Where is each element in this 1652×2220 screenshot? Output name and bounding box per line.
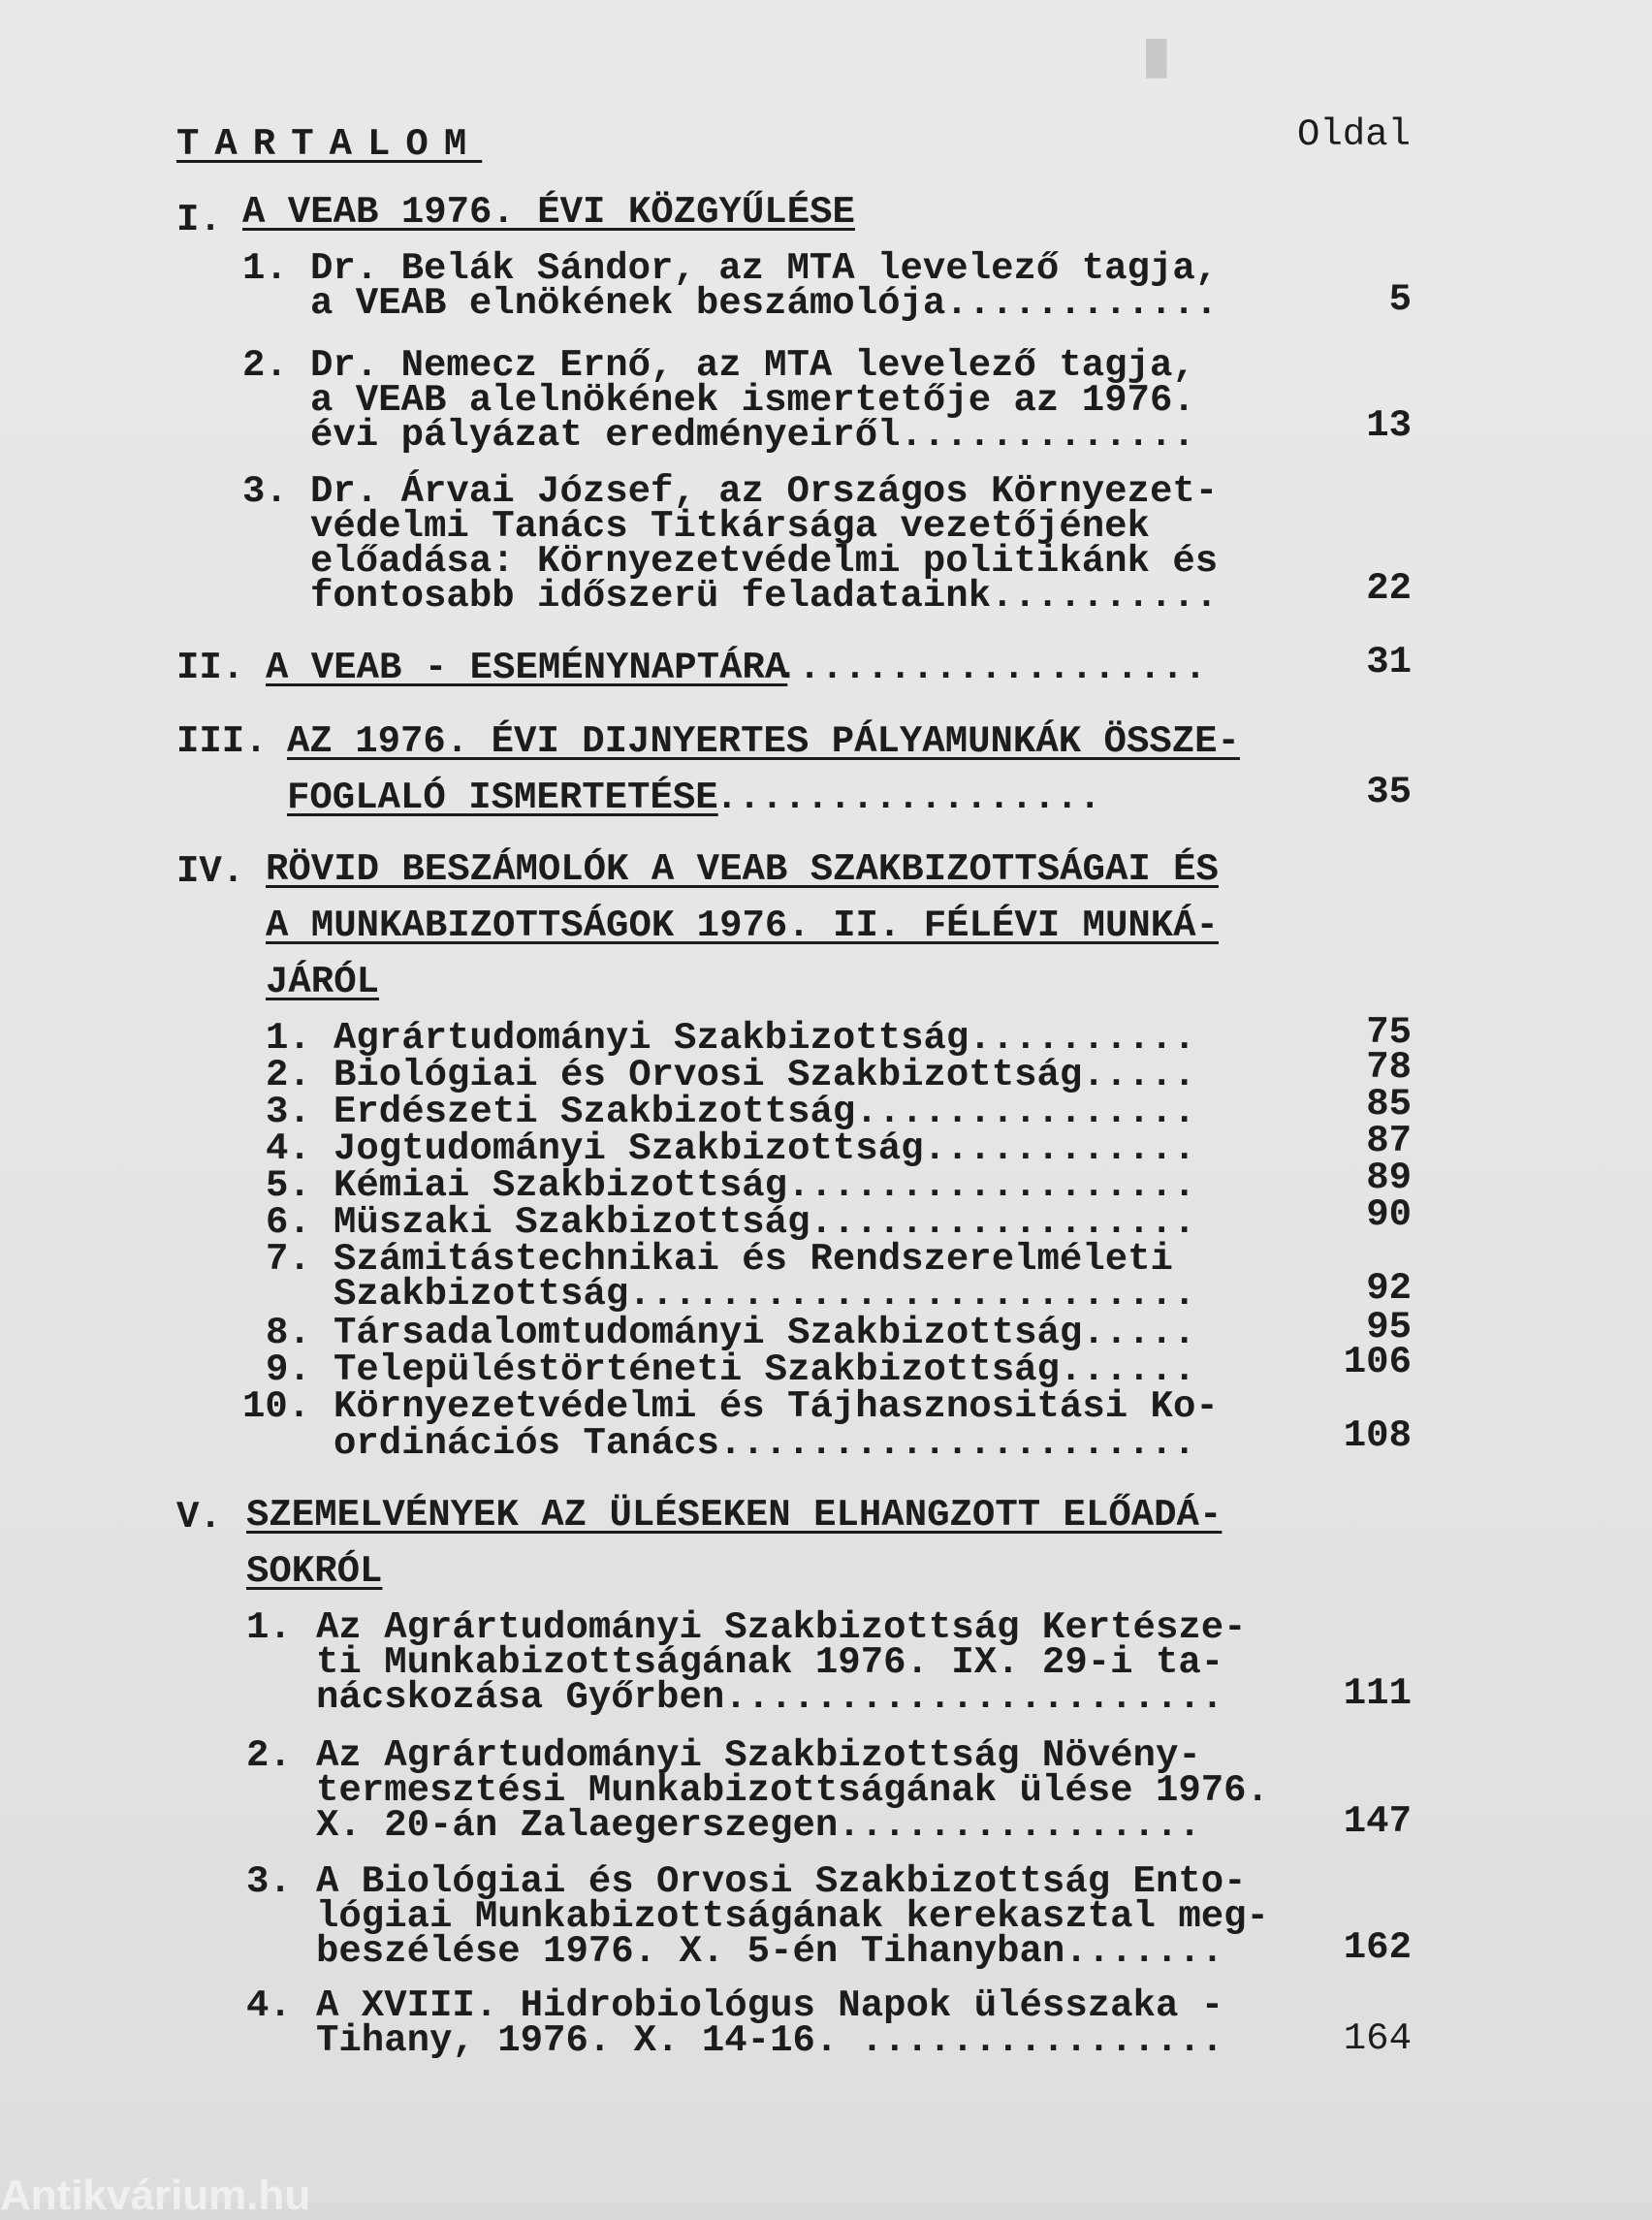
section-number: I. <box>176 199 222 241</box>
item-line: ordinációs Tanács..................... <box>334 1422 1196 1465</box>
section-number: II. <box>176 647 245 689</box>
item-line: Erdészeti Szakbizottság............... <box>334 1091 1196 1133</box>
item-line: X. 20-án Zalaegerszegen................ <box>316 1804 1201 1847</box>
page-number: 78 <box>1366 1046 1412 1089</box>
item-number: 9. <box>266 1348 311 1391</box>
item-line: a VEAB alelnökének ismertetője az 1976. <box>310 379 1195 422</box>
item-line: a VEAB elnökének beszámolója............ <box>310 282 1219 325</box>
item-number: 5. <box>266 1164 311 1207</box>
leader-dots: ................. <box>715 777 1101 819</box>
item-line: ti Munkabizottságának 1976. IX. 29-i ta- <box>316 1641 1224 1684</box>
section-title: FOGLALÓ ISMERTETÉSE <box>287 777 718 819</box>
page-number: 75 <box>1366 1011 1412 1054</box>
section-title: SZEMELVÉNYEK AZ ÜLÉSEKEN ELHANGZOTT ELŐADÁ- <box>246 1494 1223 1537</box>
item-line: A Biológiai és Orvosi Szakbizottság Ento- <box>316 1860 1247 1903</box>
section-number: V. <box>176 1496 222 1538</box>
section-number: IV. <box>176 850 245 893</box>
item-line: Dr. Nemecz Ernő, az MTA levelező tagja, <box>310 344 1195 387</box>
page-number: 90 <box>1366 1193 1412 1236</box>
item-line: Jogtudományi Szakbizottság............ <box>334 1127 1196 1170</box>
item-line: Agrártudományi Szakbizottság.......... <box>334 1017 1196 1060</box>
item-line: Szakbizottság......................... <box>334 1273 1196 1316</box>
item-line: Dr. Árvai József, az Országos Környezet- <box>310 470 1219 513</box>
section-title: A MUNKABIZOTTSÁGOK 1976. II. FÉLÉVI MUNKÁ- <box>266 904 1219 947</box>
page-column-label: Oldal <box>1297 113 1412 156</box>
leader-dots: ................... <box>776 647 1207 689</box>
section-title: SOKRÓL <box>246 1550 383 1593</box>
section-title: RÖVID BESZÁMOLÓK A VEAB SZAKBIZOTTSÁGAI ÉS <box>266 848 1219 891</box>
page-number: 13 <box>1366 404 1412 447</box>
item-line: lógiai Munkabizottságának kerekasztal meg- <box>316 1895 1269 1938</box>
item-line: Településtörténeti Szakbizottság...... <box>334 1348 1196 1391</box>
item-number: 3. <box>246 1860 292 1903</box>
section-title: JÁRÓL <box>266 961 380 1003</box>
page-number: 5 <box>1388 278 1412 321</box>
item-line: Számitástechnikai és Rendszerelméleti <box>334 1238 1173 1281</box>
toc-title: TARTALOM <box>176 123 483 166</box>
item-line: Az Agrártudományi Szakbizottság Növény- <box>316 1734 1201 1777</box>
page-number: 85 <box>1366 1083 1412 1126</box>
item-number: 4. <box>266 1127 311 1170</box>
bleed-through-text: █ <box>1144 39 1167 79</box>
item-number: 2. <box>246 1734 292 1777</box>
item-line: Kémiai Szakbizottság.................. <box>334 1164 1196 1207</box>
item-line: Biológiai és Orvosi Szakbizottság..... <box>334 1054 1196 1096</box>
page-number: 31 <box>1366 641 1412 683</box>
item-line: Az Agrártudományi Szakbizottság Kertésze- <box>316 1606 1247 1649</box>
item-line: Környezetvédelmi és Tájhasznositási Ko- <box>334 1385 1219 1428</box>
item-line: előadása: Környezetvédelmi politikánk és <box>310 540 1219 583</box>
item-number: 1. <box>266 1017 311 1060</box>
item-line: Dr. Belák Sándor, az MTA levelező tagja, <box>310 247 1219 290</box>
item-number: 1. <box>242 247 288 290</box>
item-number: 8. <box>266 1312 311 1354</box>
page-number: 35 <box>1366 771 1412 813</box>
item-line: Müszaki Szakbizottság................. <box>334 1201 1196 1244</box>
page-number: 87 <box>1366 1120 1412 1162</box>
item-line: védelmi Tanács Titkársága vezetőjének <box>310 505 1150 548</box>
page-number: 89 <box>1366 1157 1412 1199</box>
section-title: AZ 1976. ÉVI DIJNYERTES PÁLYAMUNKÁK ÖSSZE- <box>287 720 1240 763</box>
item-number: 1. <box>246 1606 292 1649</box>
item-line: évi pályázat eredményeiről............. <box>310 414 1195 457</box>
section-title: A VEAB - ESEMÉNYNAPTÁRA <box>266 647 788 689</box>
page-number: 164 <box>1343 2017 1412 2060</box>
page-number: 22 <box>1366 567 1412 610</box>
item-line: Társadalomtudományi Szakbizottság..... <box>334 1312 1196 1354</box>
page-number: 162 <box>1343 1926 1412 1969</box>
section-title: A VEAB 1976. ÉVI KÖZGYŰLÉSE <box>242 191 855 234</box>
item-line: nácskozása Győrben...................... <box>316 1676 1224 1719</box>
item-number: 2. <box>266 1054 311 1096</box>
page-number: 95 <box>1366 1306 1412 1348</box>
item-line: beszélése 1976. X. 5-én Tihanyban....... <box>316 1930 1224 1973</box>
section-number: III. <box>176 720 268 763</box>
item-line: fontosabb időszerü feladataink.......... <box>310 575 1219 618</box>
item-line: Tihany, 1976. X. 14-16. ................ <box>316 2019 1224 2062</box>
page-number: 111 <box>1343 1672 1412 1715</box>
watermark: Antikvárium.hu <box>0 2172 311 2219</box>
item-number: 6. <box>266 1201 311 1244</box>
item-number: 10. <box>242 1385 311 1428</box>
page-number: 106 <box>1343 1341 1412 1383</box>
page-number: 147 <box>1343 1800 1412 1843</box>
item-number: 2. <box>242 344 288 387</box>
item-line: A XVIII. Hidrobiológus Napok ülésszaka - <box>316 1984 1224 2027</box>
page-number: 108 <box>1343 1414 1412 1457</box>
page-number: 92 <box>1366 1267 1412 1310</box>
item-number: 4. <box>246 1984 292 2027</box>
item-line: termesztési Munkabizottságának ülése 1976. <box>316 1769 1269 1812</box>
item-number: 3. <box>266 1091 311 1133</box>
item-number: 7. <box>266 1238 311 1281</box>
item-number: 3. <box>242 470 288 513</box>
